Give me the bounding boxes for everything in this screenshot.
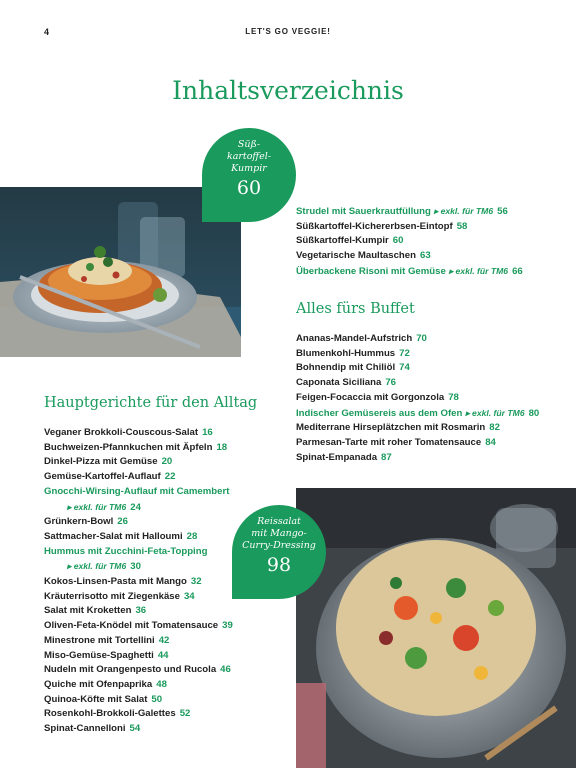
toc-entry bbox=[296, 332, 539, 347]
toc-entry-page: 80 bbox=[528, 407, 540, 419]
toc-entry-page: 87 bbox=[381, 451, 392, 463]
toc-entry bbox=[296, 264, 523, 280]
toc-entry-title: Mediterrane Hirseplätzchen mit Rosmarin bbox=[296, 422, 486, 434]
toc-entry-title: Gemüse-Kartoffel-Auflauf bbox=[44, 471, 161, 483]
toc-entry-page: 84 bbox=[485, 436, 496, 448]
toc-entry-title: Ananas-Mandel-Aufstrich bbox=[296, 333, 413, 344]
toc-entry-page: 16 bbox=[202, 427, 213, 438]
toc-entry-page: 70 bbox=[416, 333, 427, 344]
toc-entry bbox=[44, 470, 233, 485]
toc-entry bbox=[44, 722, 233, 737]
toc-entry bbox=[296, 421, 539, 436]
toc-entry-page: 74 bbox=[399, 362, 410, 374]
toc-entry bbox=[44, 530, 233, 545]
badge-line: kartoffel- bbox=[226, 151, 272, 162]
toc-entry-page: 63 bbox=[419, 250, 431, 262]
toc-entry-title: Gnocchi-Wirsing-Auflauf mit Camembert bbox=[44, 485, 230, 497]
toc-entry bbox=[44, 485, 233, 500]
running-header: LET'S GO VEGGIE! bbox=[245, 27, 331, 36]
toc-entry-title: Rosenkohl-Brokkoli-Galettes bbox=[44, 708, 176, 720]
toc-entry-page: 48 bbox=[156, 678, 167, 690]
toc-entry-page: 36 bbox=[135, 605, 147, 617]
toc-entry bbox=[44, 663, 233, 678]
toc-entry-page: 66 bbox=[512, 265, 523, 277]
toc-entry bbox=[296, 451, 539, 466]
toc-entry-page: 54 bbox=[129, 723, 141, 735]
toc-entry-page: 76 bbox=[385, 377, 396, 389]
badge-line: Kumpir bbox=[231, 163, 267, 174]
toc-entry bbox=[296, 220, 523, 235]
toc-entry-title: Veganer Brokkoli-Couscous-Salat bbox=[44, 427, 199, 438]
toc-list-misc bbox=[296, 204, 523, 280]
toc-entry-exclusive-note: ▸ exkl. für TM6 bbox=[67, 561, 127, 572]
toc-entry-title: Vegetarische Maultaschen bbox=[296, 250, 416, 262]
toc-entry-page: 20 bbox=[161, 456, 173, 468]
toc-entry bbox=[44, 441, 233, 456]
reissalat-photo bbox=[296, 488, 576, 768]
toc-entry-page: 82 bbox=[489, 422, 500, 434]
toc-entry-exclusive-note: ▸ exkl. für TM6 bbox=[433, 206, 494, 216]
toc-entry-title: Spinat-Empanada bbox=[296, 451, 378, 463]
badge-page-number: 98 bbox=[266, 554, 292, 576]
toc-entry-page: 24 bbox=[130, 501, 141, 513]
toc-entry bbox=[296, 234, 523, 249]
toc-entry-page: 52 bbox=[179, 708, 191, 720]
badge-line: Curry-Dressing bbox=[242, 540, 316, 551]
toc-entry-page: 30 bbox=[130, 561, 141, 573]
toc-entry bbox=[44, 590, 233, 605]
page-title: Inhaltsverzeichnis bbox=[172, 76, 404, 105]
toc-entry-title: Bohnendip mit Chiliöl bbox=[296, 362, 396, 374]
toc-entry-page: 26 bbox=[117, 516, 128, 528]
toc-entry-exclusive-note: ▸ exkl. für TM6 bbox=[465, 407, 525, 418]
toc-entry bbox=[44, 619, 233, 634]
toc-entry-title: Quiche mit Ofenpaprika bbox=[44, 678, 153, 690]
toc-entry-title: Kokos-Linsen-Pasta mit Mango bbox=[44, 576, 187, 588]
toc-entry bbox=[296, 436, 539, 451]
toc-entry bbox=[296, 376, 539, 391]
toc-entry-page: 56 bbox=[497, 206, 508, 217]
toc-entry-page: 50 bbox=[151, 693, 163, 705]
toc-entry-title: Sattmacher-Salat mit Halloumi bbox=[44, 530, 183, 542]
toc-entry-title: Indischer Gemüsereis aus dem Ofen bbox=[296, 407, 463, 419]
toc-entry-title: Grünkern-Bowl bbox=[44, 516, 114, 528]
kumpir-badge bbox=[202, 128, 296, 222]
toc-entry-page: 28 bbox=[186, 530, 198, 542]
toc-entry-page: 32 bbox=[190, 576, 202, 588]
toc-entry-page: 78 bbox=[448, 391, 459, 403]
toc-entry bbox=[44, 693, 233, 708]
toc-entry bbox=[44, 500, 233, 516]
badge-line: mit Mango- bbox=[251, 528, 307, 539]
toc-list-buffet bbox=[296, 332, 539, 465]
toc-entry-title: Feigen-Focaccia mit Gorgonzola bbox=[296, 391, 445, 403]
toc-entry-page: 22 bbox=[164, 471, 176, 483]
toc-entry-title: Oliven-Feta-Knödel mit Tomatensauce bbox=[44, 620, 219, 632]
toc-entry bbox=[296, 361, 539, 376]
toc-entry bbox=[44, 575, 233, 590]
toc-entry-title: Kräuterrisotto mit Ziegenkäse bbox=[44, 590, 180, 602]
toc-list-alltag bbox=[44, 426, 233, 737]
toc-entry-title: Caponata Siciliana bbox=[296, 377, 382, 389]
toc-entry-exclusive-note: ▸ exkl. für TM6 bbox=[67, 501, 127, 512]
badge-line: Süß- bbox=[237, 139, 261, 150]
toc-entry bbox=[296, 406, 539, 422]
toc-entry bbox=[44, 649, 233, 664]
toc-entry bbox=[44, 559, 233, 575]
toc-entry bbox=[44, 707, 233, 722]
toc-entry-title: Überbackene Risoni mit Gemüse bbox=[296, 265, 446, 277]
toc-entry-title: Spinat-Cannelloni bbox=[44, 723, 126, 735]
toc-entry bbox=[44, 604, 233, 619]
reissalat-badge bbox=[232, 505, 326, 599]
toc-entry bbox=[296, 204, 523, 220]
toc-entry bbox=[296, 347, 539, 362]
toc-entry bbox=[296, 249, 523, 264]
toc-entry bbox=[44, 515, 233, 530]
badge-line: Reissalat bbox=[257, 516, 301, 527]
toc-entry-page: 42 bbox=[158, 634, 170, 646]
toc-entry-title: Dinkel-Pizza mit Gemüse bbox=[44, 456, 158, 468]
toc-entry bbox=[44, 678, 233, 693]
toc-entry-page: 18 bbox=[216, 441, 228, 453]
toc-entry-exclusive-note: ▸ exkl. für TM6 bbox=[448, 265, 509, 276]
toc-entry-title: Süßkartoffel-Kumpir bbox=[296, 235, 389, 247]
toc-entry-title: Miso-Gemüse-Spaghetti bbox=[44, 649, 154, 661]
toc-entry bbox=[44, 634, 233, 649]
toc-entry-page: 39 bbox=[222, 620, 233, 632]
toc-entry-title: Minestrone mit Tortellini bbox=[44, 634, 155, 646]
toc-entry-title: Blumenkohl-Hummus bbox=[296, 347, 396, 359]
toc-entry-page: 58 bbox=[456, 220, 468, 232]
page-number: 4 bbox=[44, 27, 50, 37]
toc-entry-page: 44 bbox=[157, 649, 169, 661]
badge-page-number: 60 bbox=[236, 177, 262, 199]
toc-entry bbox=[44, 545, 233, 560]
section-heading-alltag: Hauptgerichte für den Alltag bbox=[44, 395, 258, 411]
toc-entry-page: 46 bbox=[220, 664, 231, 676]
toc-entry-title: Quinoa-Köfte mit Salat bbox=[44, 693, 148, 705]
reissalat-photo-illustration bbox=[296, 488, 576, 768]
toc-entry-title: Buchweizen-Pfannkuchen mit Äpfeln bbox=[44, 441, 213, 453]
toc-entry-page: 72 bbox=[399, 347, 410, 359]
toc-entry-title: Salat mit Kroketten bbox=[44, 605, 132, 617]
toc-entry-page: 60 bbox=[392, 235, 404, 247]
toc-entry bbox=[296, 391, 539, 406]
toc-entry bbox=[44, 455, 233, 470]
toc-entry-page: 34 bbox=[183, 590, 195, 602]
toc-entry-title: Süßkartoffel-Kichererbsen-Eintopf bbox=[296, 220, 453, 232]
toc-entry-title: Hummus mit Zucchini-Feta-Topping bbox=[44, 545, 208, 557]
toc-entry bbox=[44, 426, 233, 441]
toc-entry-title: Parmesan-Tarte mit roher Tomatensauce bbox=[296, 436, 482, 448]
toc-entry-title: Nudeln mit Orangenpesto und Rucola bbox=[44, 664, 217, 676]
toc-entry-title: Strudel mit Sauerkrautfüllung bbox=[296, 206, 431, 217]
section-heading-buffet: Alles fürs Buffet bbox=[296, 301, 415, 317]
